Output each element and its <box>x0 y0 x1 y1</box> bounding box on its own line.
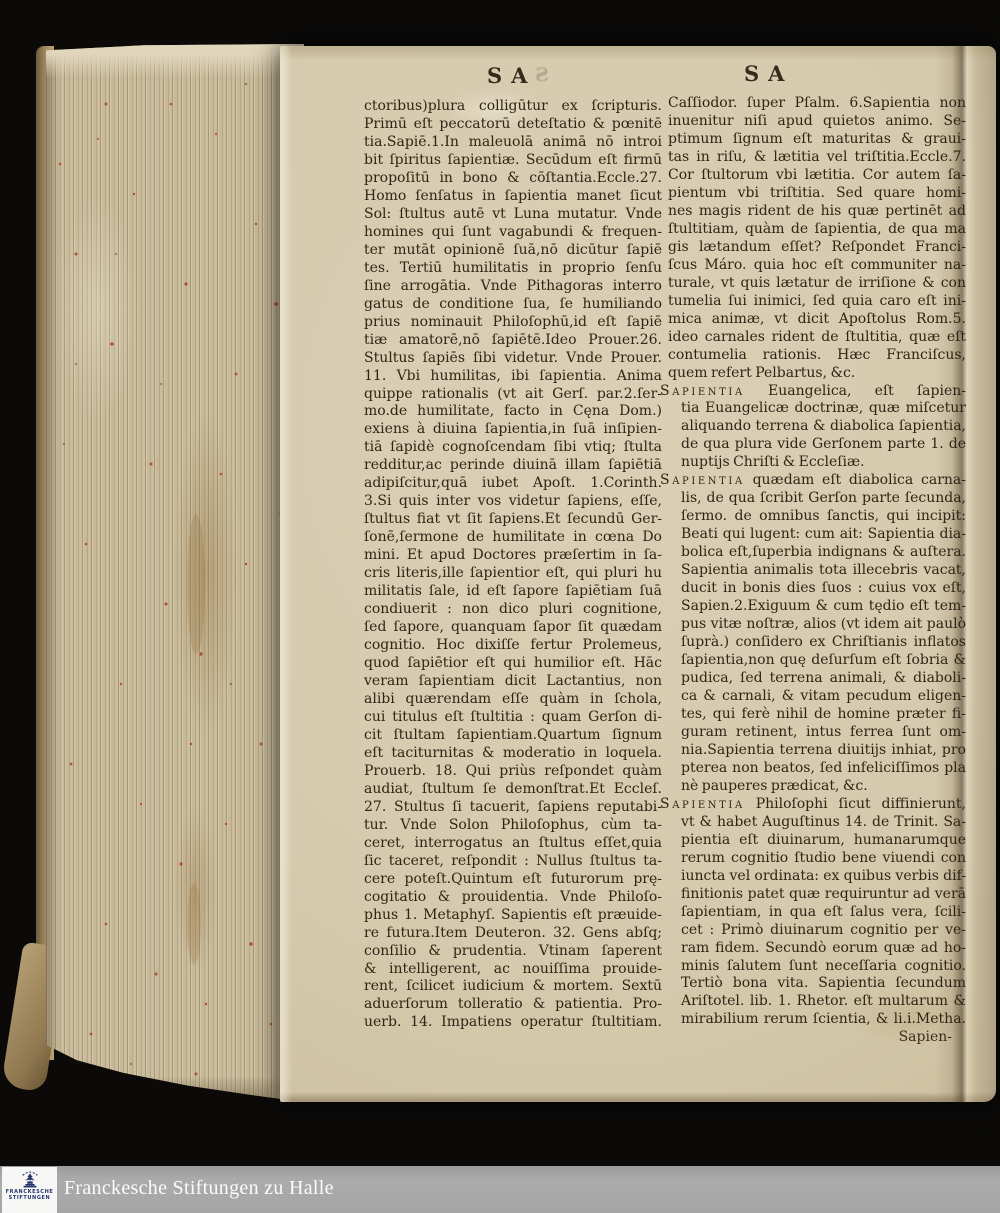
text-line: cui titulus eſt ſtultitia : quam Gerſon di- <box>364 708 662 725</box>
text-line: tur. Vnde Solon Philoſophus, cùm ta- <box>364 816 662 833</box>
text-line: prius nominauit Philoſophū,id eſt ſapiē <box>364 313 662 330</box>
text-line: Stultus ſapiēs ſibi videtur. Vnde Prouer. <box>364 349 662 366</box>
text-line: minis ſalutem ſunt neceſſaria cognitio. <box>681 957 966 974</box>
text-line: pudica, ſed terrena animali, & diaboli- <box>681 670 966 686</box>
text-line: veram ſapientiam dicit Lactantius, non <box>364 673 662 689</box>
text-line: Sapientia Euangelica, eſt ſapien- <box>660 382 966 399</box>
text-line: ram fidem. Secundò eorum quæ ad ho- <box>681 939 966 956</box>
text-line: rerum cognitio ſtudio bene viuendi con <box>681 849 966 866</box>
text-line: Cor ſtultorum vbi lætitia. Cor autem ſa- <box>668 166 966 183</box>
text-line: phus 1. Metaphyſ. Sapientis eſt præuide- <box>364 906 662 923</box>
text-line: guram retinent, intus ferrea ſunt om- <box>681 723 966 740</box>
text-line: & intelligerent, ac nouiſſima prouide- <box>364 960 662 977</box>
text-line: 27. Stultus ſi tacuerit, ſapiens reputabi- <box>364 798 662 815</box>
text-line: ſic taceret, reſpondit : Nullus ſtultus ta- <box>364 852 662 869</box>
text-line: inuenitur niſi apud quietos animo. Se- <box>668 112 966 129</box>
text-line: Sapientia animalis tota illecebris vacat, <box>681 562 966 579</box>
text-line: Sapien.2.Exiguum & cum tędio eſt tem- <box>681 598 966 615</box>
text-line: ter mutāt opinionē ſuā,nō dicūtur ſapiē <box>364 241 662 258</box>
text-line: nia.Sapientia terrena diuitijs inhiat, pro <box>681 741 966 758</box>
text-line: re futura.Item Deuteron. 32. Gens abſq; <box>364 924 662 941</box>
text-line: pientum vbi triſtitia. Sed quare homi- <box>668 184 966 201</box>
dictionary-entry <box>660 795 966 1030</box>
text-line: ideo carnales rident de ſtultitia, quæ eſt <box>668 328 966 345</box>
text-line: Prouerb. 18. Qui priùs reſpondet quàm <box>364 762 662 779</box>
text-line: turale, vt quis lætatur de irriſione & con <box>668 274 966 291</box>
text-line: ceret, interrogatus an ſtultus eſſet,quia <box>364 834 662 851</box>
text-line: condiuerit : non dico pluri cognitione, <box>364 601 662 618</box>
paragraph <box>364 98 662 1032</box>
text-line: ca & carnali, & vitam pecudum eligen- <box>681 687 966 704</box>
text-line: quippe rationalis (vt ait Gerſ. par.2.ſer- <box>364 385 662 402</box>
entry-lemma: Sapientia <box>660 795 745 812</box>
text-line: alibi quærendam eſſe quàm in ſchola, <box>364 690 662 707</box>
text-line: cognitio. Hoc dixiſſe fertur Prolemeus, <box>364 637 662 654</box>
footer-logo-text-line2: STIFTUNGEN <box>8 1195 51 1201</box>
catchword: Sapien- <box>898 1029 952 1046</box>
text-line: contumelia rationis. Hæc Franciſcus, <box>668 346 966 363</box>
book-fore-edge-pages <box>46 44 304 1102</box>
text-line: redditur,ac perinde diuinā illam ſapiētiā <box>364 457 662 474</box>
text-line: militatis ſale, id eſt ſapore ſapiētiam ſuā <box>364 583 662 600</box>
text-line: nè pauperes prædicat, &c. <box>681 777 868 794</box>
text-line: tas in riſu, & lætitia vel triſtitia.Eccle.7. <box>668 148 966 165</box>
text-line: ſermo. de omnibus ſanctis, qui incipit: <box>681 508 966 525</box>
text-line: Homo ſenſatus in ſapientia manet ſicut <box>364 187 662 204</box>
text-line: cere poteſt.Quintum eſt futurorum prę- <box>364 870 662 887</box>
text-line: conſilio & prudentia. Vtinam ſaperent <box>364 942 662 959</box>
text-line: ſapientiam, in qua eſt ſalus vera, ſcili- <box>681 903 966 920</box>
text-line: cet : Primò diuinarum cognitio per ve- <box>681 921 966 938</box>
text-line: Sol: ſtultus autē vt Luna mutatur. Vnde <box>364 205 662 222</box>
text-line: pterea non beatos, ſed infeliciſſimos pla <box>681 759 966 776</box>
text-line: tiā ſapidè cognoſcendam ſibi vtiq; ſtulta <box>364 439 662 456</box>
text-line: tia Euangelicæ doctrinæ, quæ miſcetur <box>681 400 966 417</box>
francke-eagle-icon <box>19 1169 41 1189</box>
text-line: Sapientia Philoſophi ſicut diffinierunt, <box>660 795 966 812</box>
text-line: vt & habet Auguſtinus 14. de Trinit. Sa- <box>681 813 966 830</box>
text-line: de qua plura vide Gerſonem parte 1. de <box>681 436 966 453</box>
text-line: adipiſcitur,quā iubet Apoſt. 1.Corinth. <box>364 475 662 492</box>
footer-logo <box>2 1167 57 1213</box>
text-line: mini. Et apud Doctores præſertim in ſa- <box>364 547 662 564</box>
text-line: Beati qui lugent: cum ait: Sapientia dia- <box>681 526 966 543</box>
text-line: ſcus Máro. quia hoc eſt communiter na- <box>668 256 966 273</box>
text-line: ctoribus)plura colligūtur ex ſcripturis. <box>364 98 662 114</box>
text-line: cit ſtultam ſapientiam.Quartum ſignum <box>364 726 662 743</box>
text-line: exiens à diuina ſapientia,in ſuā inſipien- <box>364 421 662 438</box>
text-line: eſt taciturnitas & moderatio in loquela. <box>364 744 662 761</box>
text-line: ſtultitiam, quàm de ſapientia, de qua ma <box>668 220 966 237</box>
text-line: finitionis patet quæ requiruntur ad verā <box>681 885 966 902</box>
text-line: gis lætandum eſſet? Reſpondet Franci- <box>668 238 966 255</box>
text-line: bolica eſt,ſuperbia indignans & auſtera. <box>681 544 966 561</box>
text-line: pientia eſt diuinarum, humanarumque <box>681 831 966 848</box>
text-line: cogitatio & prouidentia. Vnde Philoſo- <box>364 888 662 905</box>
text-line: mirabilium rerum ſcientia, & li.i.Metha. <box>681 1011 966 1028</box>
text-line: tiæ amatorē,nō ſapiētē.Ideo Prouer.26. <box>364 331 662 348</box>
text-line: mica animæ, vt dicit Apoſtolus Rom.5. <box>668 310 966 327</box>
text-line: Ariſtotel. lib. 1. Rhetor. eſt multarum & <box>681 993 966 1010</box>
bleedthrough-ghost: S <box>535 64 549 86</box>
text-line: tumelia ſui inimici, ſed quia caro eſt ini- <box>668 292 966 309</box>
text-line: ſed ſapore, quanquam ſapor ſit quædam <box>364 619 662 636</box>
text-line: bit ſpiritus ſapientiæ. Secūdum eſt firmū <box>364 151 662 168</box>
text-line: Tertiò bona vita. Sapientia ſecundum <box>681 975 966 992</box>
text-line: nuptijs Chriſti & Eccleſiæ. <box>681 454 865 471</box>
footer-logo-text-line1: FRANCKESCHE <box>5 1189 54 1195</box>
text-line: cris literis,ille ſapientior eſt, qui pluri hu <box>364 565 662 582</box>
text-line: 3.Si quis inter vos videtur ſapiens, eſſe, <box>364 493 662 510</box>
text-line: ſtultus fiat vt ſit ſapiens.Et ſecundū Ger- <box>364 511 662 528</box>
text-line: Primū eſt peccatorū deteſtatio & pœnitē <box>364 115 662 132</box>
entry-lemma: Sapientia <box>660 472 745 489</box>
text-line: audiat, ſtultum ſe demonſtrat.Et Eccleſ. <box>364 780 662 797</box>
text-line: rent, ſcilicet iudicium & mortem. Sextū <box>364 978 662 995</box>
dictionary-entry <box>660 382 966 473</box>
text-line: 11. Vbi humilitas, ibi ſapientia. Anima <box>364 367 662 384</box>
text-line: aliquando terrena & diabolica ſapientia, <box>681 418 966 435</box>
footer-institution-label: Franckesche Stiftungen zu Halle <box>64 1177 334 1199</box>
running-title-right: SA <box>744 61 794 86</box>
text-line: ſonē,ſermone de humilitate in cœna Do <box>364 529 662 546</box>
text-line: tes, qui ferè nihil de homine præter fi- <box>681 705 966 722</box>
text-line: quod ſapiētior eſt qui humilior eſt. Hāc <box>364 655 662 672</box>
text-line: ptimum ſignum eſt maturitas & graui- <box>668 130 966 147</box>
running-title-left: SA <box>487 63 537 88</box>
text-line: Sapientia quædam eſt diabolica carna- <box>660 472 966 489</box>
text-line: ſapientia,non quę deſurſum eſt ſobria & <box>681 652 966 669</box>
text-line: tes. Tertiū humilitatis in proprio ſenſu <box>364 259 662 276</box>
text-line: gatus de conditione ſua, ſe humiliando <box>364 295 662 312</box>
dictionary-entry <box>660 472 966 795</box>
text-line: mo.de humilitate, facto in Cęna Dom.) <box>364 403 662 420</box>
text-line: ſuprà.) conſidero ex Chriſtianis inflatos <box>681 634 966 651</box>
paragraph <box>668 95 966 383</box>
text-line: aduerſorum tolleratio & patientia. Pro- <box>364 996 662 1013</box>
text-line: nes magis rident de his quæ pertinēt ad <box>668 202 966 219</box>
text-line: ducit in bonis dies ſuos : cuius vox eſt, <box>681 580 966 597</box>
text-line: propoſitū in bono & cōſtantia.Eccle.27. <box>364 169 662 186</box>
text-line: pus vitæ noſtræ, alios (vt idem ait paulò <box>681 616 966 633</box>
text-line: homines qui ſunt vagabundi & frequen- <box>364 223 662 240</box>
text-line: Caſſiodor. ſuper Pſalm. 6.Sapientia non <box>668 95 966 111</box>
entry-lemma: Sapientia <box>660 382 745 399</box>
edge-speckles <box>46 44 304 1102</box>
text-line: quem refert Pelbartus, &c. <box>668 364 856 381</box>
text-line: tia.Sapiē.1.In maleuolā animā nō introi <box>364 133 662 150</box>
text-column-right <box>660 95 966 1047</box>
text-line: lis, de qua ſcribit Gerſon parte ſecunda, <box>681 490 966 507</box>
text-line: ſine arrogātia. Vnde Pithagoras interro <box>364 277 662 294</box>
text-line: iuncta vel ordinata: ex quibus verbis dif- <box>681 867 966 884</box>
text-line: uerb. 14. Impatiens operatur ſtultitiam. <box>364 1014 662 1031</box>
text-column-left <box>364 98 662 1032</box>
